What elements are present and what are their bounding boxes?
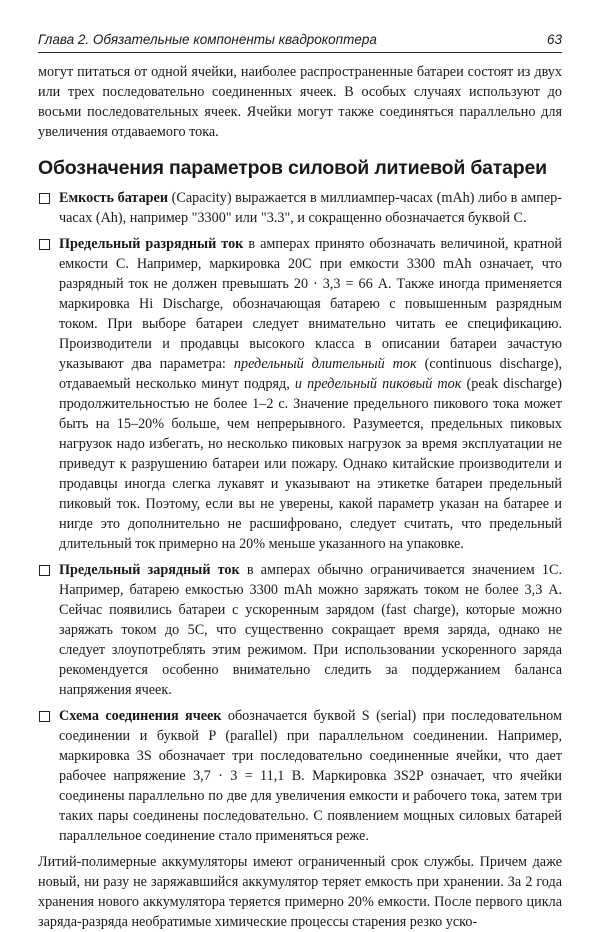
parameter-list [38,188,562,846]
page-number: 63 [546,32,562,47]
item-emphasis: предельный длительный ток [233,356,417,372]
intro-paragraph: могут питаться от одной ячейки, наиболее распространенные батареи состоят из двух или трех последовательно соединенных ячеек. В особых случаях используют до восьми последовательных ячеек. Ячейки могут также соединяться параллельно для увеличения отдаваемого тока. [38,64,562,140]
item-text: в амперах принято обозначать величиной, кратной емкости C. Например, маркировка 20C при емкости 3300 mAh означает, что разрядный ток не должен превышать 20 · 3,3 = 66 А. Также иногда применяется маркировка Hi Discharge, обозначающая батарею с повышенным разрядным током. При выборе батареи следует внимательно читать ее спецификацию. Производители и продавцы высокого класса в описании батареи зачастую указывают два параметра: [59,236,563,372]
checkbox-bullet-icon [39,239,50,250]
chapter-title: Глава 2. Обязательные компоненты квадрокоптера [38,32,377,47]
item-text: (Capacity) выражается в миллиампер-часах (mAh) либо в ампер-часах (Ah), например "3300" или "3.3", и сокращенно обозначается буквой C. [59,190,562,226]
page-body [38,62,562,932]
item-text: в амперах обычно ограничивается значением 1C. Например, батарею емкостью 3300 mAh можно заряжать током не более 3,3 А. Сейчас появились батареи с ускоренным зарядом (fast charge), которые можно заряжать током до 5C, что существенно сокращает время заряда, однако не следует злоупотреблять этим режимом. При использовании ускоренного заряда рекомендуется особенно внимательно следить за поддержанием баланса напряжения ячеек. [59,562,562,698]
term-capacity: Емкость батареи [59,190,169,206]
item-text: (peak discharge) продолжительностью не более 1–2 с. Значение предельного пикового тока может быть на 15–20% больше, чем непрерывного. Разумеется, предельных пиковых нагрузок надо избегать, но несколько пиковых нагрузок за время эксплуатации не приведут к разрушению батареи или пожару. Однако китайские производители и продавцы иногда слегка лукавят и указывают на этикетке батареи предельный пиковый ток. Поэтому, если вы не уверены, какой параметр указан на батарее и нигде это дополнительно не расшифровано, следует считать, что предельный длительный ток примерно на 20% меньше указанного на упаковке. [59,376,563,552]
item-text: (continuous discharge), отдаваемый несколько минут подряд, [59,356,562,392]
term-cell-connection: Схема соединения ячеек [59,708,222,724]
list-item [38,234,562,554]
term-charge-current: Предельный зарядный ток [59,562,240,578]
running-header [38,30,562,53]
checkbox-bullet-icon [39,565,50,576]
list-item [38,560,562,700]
list-item [38,706,562,846]
section-heading: Обозначения параметров силовой литиевой батареи [38,157,547,179]
item-emphasis: и предельный пиковый ток [294,376,462,392]
item-text: обозначается буквой S (serial) при последовательном соединении и буквой P (parallel) при параллельном соединении. Например, маркировка 3S обозначает три последовательно соединенные ячейки, что дает рабочее напряжение 3,7 · 3 = 11,1 В. Маркировка 3S2P означает, что ячейки соединены параллельно по две для увеличения емкости и рабочего тока, затем три таких пары соединены последовательно. С появлением мощных силовых батарей параллельное соединение стало применяться реже. [59,708,562,844]
checkbox-bullet-icon [39,193,50,204]
checkbox-bullet-icon [39,711,50,722]
term-discharge-current: Предельный разрядный ток [59,236,244,252]
list-item [38,188,562,228]
closing-paragraph: Литий-полимерные аккумуляторы имеют ограниченный срок службы. Причем даже новый, ни разу не заряжавшийся аккумулятор теряет емкость при хранении. За 2 года хранения нового аккумулятора теряется примерно 20% емкости. После первого цикла заряда-разряда необратимые химические процессы старения резко уско- [38,854,562,930]
